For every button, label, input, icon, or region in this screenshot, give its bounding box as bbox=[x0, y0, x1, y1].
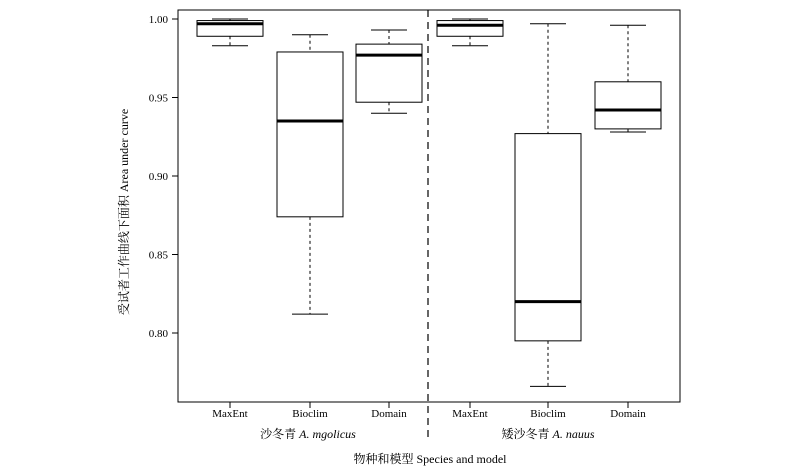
plot-frame bbox=[178, 10, 680, 438]
y-tick-label: 0.95 bbox=[148, 92, 168, 105]
y-axis-label: 受试者工作曲线下面积 Area under curve bbox=[117, 108, 131, 316]
x-axis-label: 物种和模型 Species and model bbox=[353, 452, 507, 466]
x-tick-label: Bioclim bbox=[292, 408, 328, 420]
box-domain bbox=[595, 25, 661, 132]
box-maxent bbox=[437, 19, 503, 46]
x-tick-label: Domain bbox=[610, 408, 646, 420]
y-axis bbox=[149, 14, 178, 340]
x-tick-label: MaxEnt bbox=[452, 408, 488, 420]
x-tick-label: MaxEnt bbox=[212, 408, 248, 420]
box-plots bbox=[197, 19, 661, 386]
box-bioclim bbox=[277, 35, 343, 314]
box-domain bbox=[356, 30, 422, 113]
y-tick-label: 0.90 bbox=[148, 171, 168, 183]
box-maxent bbox=[197, 19, 263, 46]
x-axis bbox=[212, 402, 646, 441]
box-bioclim bbox=[515, 24, 581, 387]
y-tick-label: 0.85 bbox=[148, 249, 168, 262]
x-tick-label: Bioclim bbox=[530, 408, 566, 420]
plot-border bbox=[178, 10, 680, 402]
iqr-box bbox=[515, 134, 581, 341]
iqr-box bbox=[437, 21, 503, 37]
group-label: 矮沙冬青 A. nauus bbox=[501, 427, 595, 441]
iqr-box bbox=[277, 52, 343, 217]
iqr-box bbox=[595, 82, 661, 129]
y-tick-label: 1.00 bbox=[148, 14, 168, 26]
iqr-box bbox=[356, 44, 422, 102]
y-tick-label: 0.80 bbox=[148, 328, 168, 340]
x-tick-label: Domain bbox=[371, 408, 407, 420]
group-label: 沙冬青 A. mgolicus bbox=[260, 427, 356, 441]
